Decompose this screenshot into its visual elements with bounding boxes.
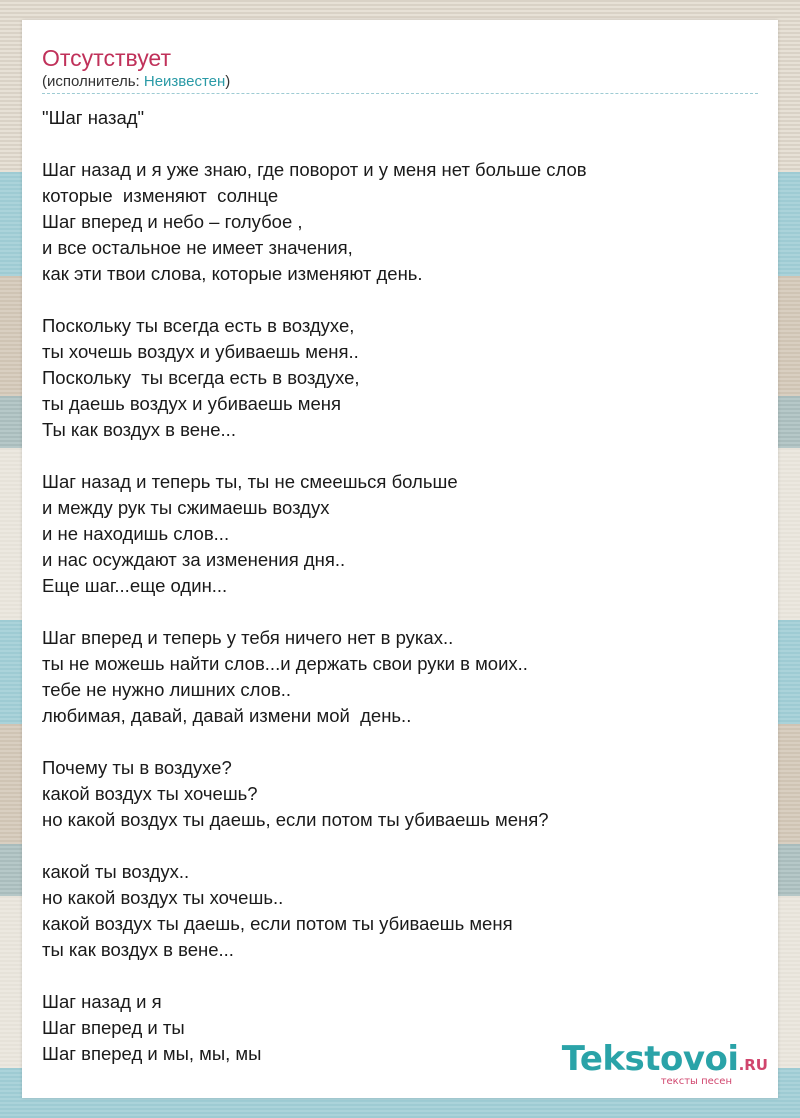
lyrics-line: какой воздух ты даешь, если потом ты убиваешь меня: [42, 913, 513, 934]
lyrics-line: Еще шаг...еще один...: [42, 575, 228, 596]
lyrics-blank-line: [42, 131, 758, 157]
song-title: Отсутствует: [42, 45, 171, 71]
lyrics-text: [42, 105, 758, 1067]
lyrics-line: но какой воздух ты хочешь..: [42, 887, 284, 908]
lyrics-line: и все остальное не имеет значения,: [42, 237, 353, 258]
lyrics-line: какой воздух ты хочешь?: [42, 783, 258, 804]
lyrics-line: ты даешь воздух и убиваешь меня: [42, 393, 342, 414]
lyrics-blank-line: [42, 443, 758, 469]
lyrics-line: Шаг вперед и теперь у тебя ничего нет в руках..: [42, 627, 454, 648]
lyrics-line: Шаг назад и я: [42, 991, 162, 1012]
lyrics-line: ты хочешь воздух и убиваешь меня..: [42, 341, 359, 362]
lyrics-line: но какой воздух ты даешь, если потом ты убиваешь меня?: [42, 809, 549, 830]
logo-brand: Tekstovoi: [561, 1039, 739, 1079]
lyrics-blank-line: [42, 287, 758, 313]
lyrics-blank-line: [42, 963, 758, 989]
lyrics-blank-line: [42, 729, 758, 755]
lyrics-line: Шаг вперед и мы, мы, мы: [42, 1043, 262, 1064]
lyrics-line: ты не можешь найти слов...и держать свои руки в моих..: [42, 653, 528, 674]
lyrics-line: Поскольку ты всегда есть в воздухе,: [42, 315, 355, 336]
lyrics-line: как эти твои слова, которые изменяют день.: [42, 263, 423, 284]
lyrics-blank-line: [42, 599, 758, 625]
lyrics-line: Шаг вперед и ты: [42, 1017, 185, 1038]
lyrics-line: Шаг назад и теперь ты, ты не смеешься больше: [42, 471, 458, 492]
lyrics-line: любимая, давай, давай измени мой день..: [42, 705, 412, 726]
lyrics-line: ты как воздух в вене...: [42, 939, 234, 960]
lyrics-line: Поскольку ты всегда есть в воздухе,: [42, 367, 360, 388]
logo-tagline: тексты песен: [660, 1076, 732, 1087]
logo-wordmark: [548, 1040, 768, 1084]
title-divider: [42, 93, 758, 94]
lyrics-line: "Шаг назад": [42, 107, 145, 128]
performer-line: [42, 73, 230, 91]
performer-prefix: (исполнитель:: [42, 73, 144, 90]
performer-suffix: ): [225, 73, 231, 90]
lyrics-line: какой ты воздух..: [42, 861, 190, 882]
lyrics-line: и нас осуждают за изменения дня..: [42, 549, 346, 570]
lyrics-line: Почему ты в воздухе?: [42, 757, 232, 778]
lyrics-line: и между рук ты сжимаешь воздух: [42, 497, 330, 518]
performer-link[interactable]: Неизвестен: [143, 73, 226, 90]
lyrics-blank-line: [42, 833, 758, 859]
lyrics-line: которые изменяют солнце: [42, 185, 279, 206]
lyrics-line: Ты как воздух в вене...: [42, 419, 236, 440]
lyrics-line: Шаг вперед и небо – голубое ,: [42, 211, 303, 232]
lyrics-line: и не находишь слов...: [42, 523, 230, 544]
lyrics-line: тебе не нужно лишних слов..: [42, 679, 292, 700]
lyrics-line: Шаг назад и я уже знаю, где поворот и у меня нет больше слов: [42, 159, 587, 180]
logo-tld: .RU: [738, 1056, 768, 1074]
lyrics-card: [22, 20, 778, 1098]
site-logo[interactable]: [548, 1040, 768, 1090]
